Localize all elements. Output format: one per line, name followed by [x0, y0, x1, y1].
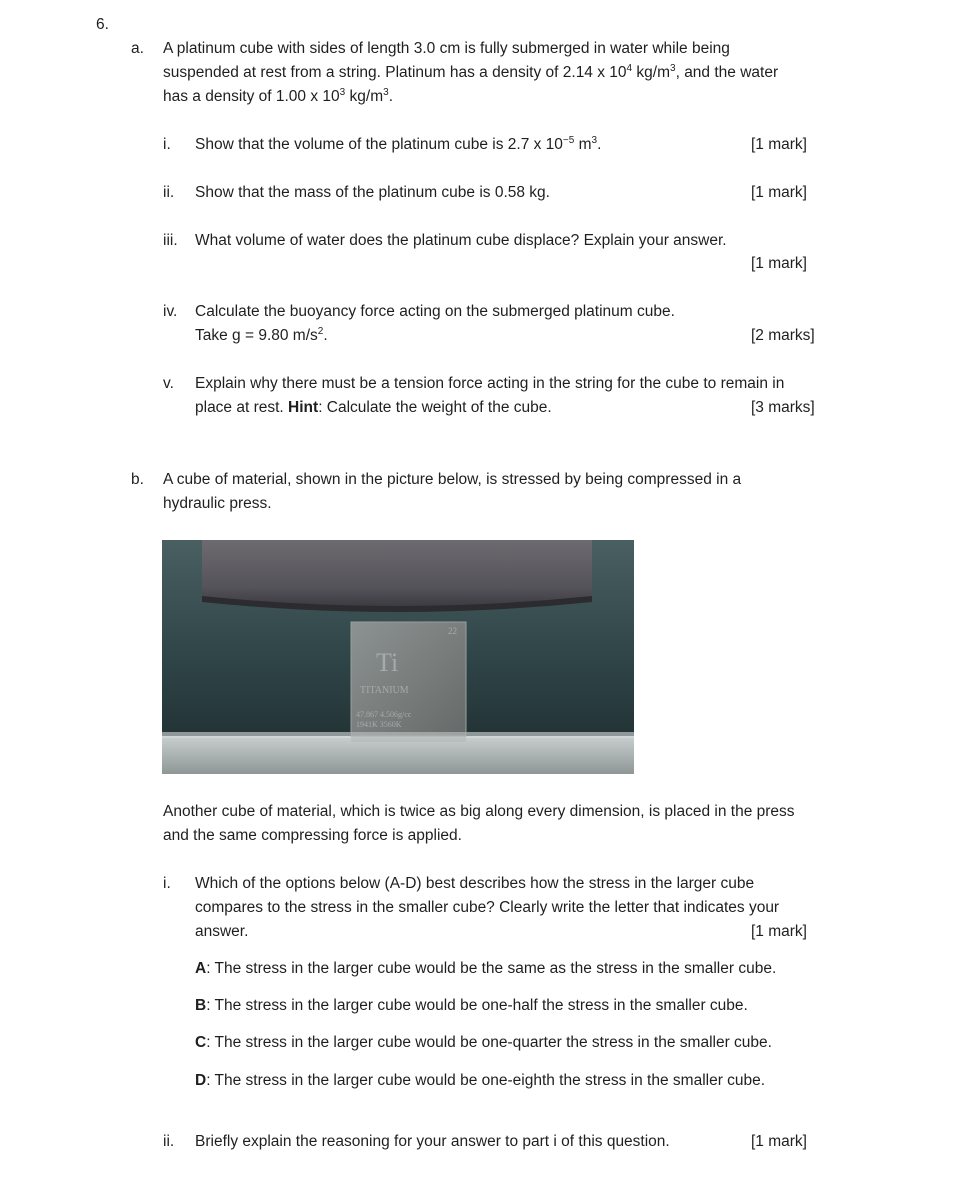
item-b-i-label: i.: [163, 875, 171, 892]
item-a-v-text: Explain why there must be a tension force acting in the string for the cube to remain in: [195, 375, 785, 392]
item-b-i-line2: compares to the stress in the smaller cube? Clearly write the letter that indicates your: [195, 899, 780, 916]
item-a-ii-label: ii.: [163, 184, 175, 201]
cube-line2: 1941K 3560K: [356, 720, 402, 729]
part-b-label: b.: [131, 471, 144, 488]
item-a-iii-text: What volume of water does the platinum cube displace? Explain your answer.: [195, 232, 727, 249]
item-a-iv-text2: Take g = 9.80 $m/s^2$.: [195, 326, 328, 344]
item-a-v-mark: [3 marks]: [751, 399, 815, 416]
cube-atomic-number: 22: [448, 626, 457, 636]
item-a-iv-label: iv.: [163, 303, 178, 320]
part-a-intro-line3: has a density of 1.00 x $10^3$ $kg/m^3$.: [163, 87, 393, 105]
option-b: B: The stress in the larger cube would be one-half the stress in the smaller cube.: [195, 997, 748, 1014]
item-a-v-label: v.: [163, 375, 174, 392]
item-a-ii-mark: [1 mark]: [751, 184, 807, 201]
option-a: A: The stress in the larger cube would be the same as the stress in the smaller cube.: [195, 960, 777, 977]
cube-line1: 47.867 4.506g/cc: [356, 710, 412, 719]
item-a-iii-mark: [1 mark]: [751, 255, 807, 272]
press-ram: [202, 540, 592, 608]
item-a-iv-text: Calculate the buoyancy force acting on the submerged platinum cube.: [195, 303, 675, 320]
item-b-i-mark: [1 mark]: [751, 923, 807, 940]
item-b-ii-text: Briefly explain the reasoning for your answer to part i of this question.: [195, 1133, 670, 1150]
option-d: D: The stress in the larger cube would be one-eighth the stress in the smaller cube.: [195, 1072, 766, 1089]
item-b-ii-mark: [1 mark]: [751, 1133, 807, 1150]
part-b-intro-line2: hydraulic press.: [163, 495, 272, 512]
item-a-iii-label: iii.: [163, 232, 178, 249]
part-a-label: a.: [131, 40, 144, 57]
part-a-intro-line2: suspended at rest from a string. Platinum has a density of 2.14 x $10^4$ $kg/m^3$, and the water: [163, 63, 779, 81]
item-a-i-mark: [1 mark]: [751, 136, 807, 153]
question-number: 6.: [96, 16, 109, 33]
cube-element-symbol: Ti: [376, 648, 399, 677]
part-b-para-line2: and the same compressing force is applied.: [163, 827, 462, 844]
item-a-i-label: i.: [163, 136, 171, 153]
option-c: C: The stress in the larger cube would be one-quarter the stress in the smaller cube.: [195, 1034, 772, 1051]
part-b-para-line1: Another cube of material, which is twice as big along every dimension, is placed in the press: [163, 803, 795, 820]
part-b-intro-line1: A cube of material, shown in the picture below, is stressed by being compressed in a: [163, 471, 742, 488]
item-a-v-text2: place at rest. Hint: Calculate the weight of the cube.: [195, 399, 552, 416]
item-b-i-line3: answer.: [195, 923, 249, 940]
item-b-i-line1: Which of the options below (A-D) best describes how the stress in the larger cube: [195, 875, 755, 892]
part-a-intro-line1: A platinum cube with sides of length 3.0 cm is fully submerged in water while being: [163, 40, 730, 57]
item-a-i-text: Show that the volume of the platinum cube is 2.7 x $10^{-5}$ $m^3$.: [195, 135, 602, 153]
item-b-ii-label: ii.: [163, 1133, 175, 1150]
hydraulic-press-photo: [162, 540, 634, 774]
cube-element-name: TITANIUM: [360, 685, 409, 696]
item-a-ii-text: Show that the mass of the platinum cube is 0.58 kg.: [195, 184, 550, 201]
item-a-iv-mark: [2 marks]: [751, 327, 815, 344]
